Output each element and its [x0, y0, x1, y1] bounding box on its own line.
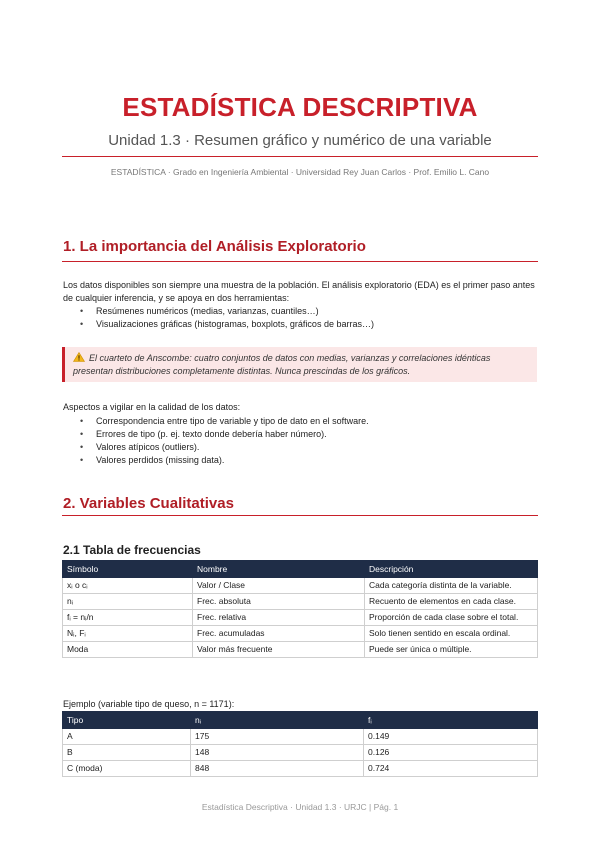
list-item: • Valores atípicos (outliers). — [63, 441, 537, 454]
table-cell: fᵢ = nᵢ/n — [63, 610, 193, 626]
cheese-example-table — [62, 711, 538, 777]
table-row — [63, 626, 538, 642]
table-cell: Valor más frecuente — [193, 642, 365, 658]
table-cell: Proporción de cada clase sobre el total. — [365, 610, 538, 626]
section-2-divider — [62, 515, 538, 516]
section-1-heading: 1. La importancia del Análisis Exploratorio — [63, 238, 366, 255]
example-caption: Ejemplo (variable tipo de queso, n = 1171): — [63, 699, 235, 709]
table-cell: Solo tienen sentido en escala ordinal. — [365, 626, 538, 642]
table-cell: Recuento de elementos en cada clase. — [365, 594, 538, 610]
tools-list — [63, 305, 537, 331]
table-cell: Frec. absoluta — [193, 594, 365, 610]
section-2-heading: 2. Variables Cualitativas — [63, 495, 234, 512]
table-cell: 175 — [191, 729, 364, 745]
subsection-2-1-heading: 2.1 Tabla de frecuencias — [63, 543, 201, 557]
table-cell: A — [63, 729, 191, 745]
callout-text: El cuarteto de Anscombe: cuatro conjuntos de datos con medias, varianzas y correlaciones idénticas presentan distribuciones completamente distintas. Nunca prescindas de los gráficos. — [73, 353, 491, 376]
data-quality-list — [63, 415, 537, 467]
table-cell: Frec. relativa — [193, 610, 365, 626]
data-quality-intro: Aspectos a vigilar en la calidad de los datos: — [63, 402, 241, 412]
table-cell: B — [63, 745, 191, 761]
table-cell: Moda — [63, 642, 193, 658]
data-quality-block — [63, 401, 537, 467]
list-item: • Errores de tipo (p. ej. texto donde debería haber número). — [63, 428, 537, 441]
table-row — [63, 610, 538, 626]
column-header: nᵢ — [191, 712, 364, 729]
table-cell: Frec. acumuladas — [193, 626, 365, 642]
table-cell: 148 — [191, 745, 364, 761]
column-header: fᵢ — [364, 712, 538, 729]
document-subtitle: Unidad 1.3 · Resumen gráfico y numérico de una variable — [108, 132, 492, 149]
table-cell: Cada categoría distinta de la variable. — [365, 578, 538, 594]
table-row — [63, 594, 538, 610]
table-cell: Puede ser única o múltiple. — [365, 642, 538, 658]
table-cell: 0.724 — [364, 761, 538, 777]
table-cell: C (moda) — [63, 761, 191, 777]
column-header: Nombre — [193, 561, 365, 578]
warning-icon — [73, 352, 85, 362]
table-row — [63, 761, 538, 777]
list-item: • Visualizaciones gráficas (histogramas, boxplots, gráficos de barras…) — [63, 318, 537, 331]
page-footer: Estadística Descriptiva · Unidad 1.3 · URJC | Pág. 1 — [201, 802, 399, 812]
column-header: Descripción — [365, 561, 538, 578]
list-item: • Correspondencia entre tipo de variable y tipo de dato en el software. — [63, 415, 537, 428]
table-cell: 0.149 — [364, 729, 538, 745]
table-row — [63, 642, 538, 658]
table-cell: 0.126 — [364, 745, 538, 761]
list-item: • Valores perdidos (missing data). — [63, 454, 537, 467]
table-row — [63, 578, 538, 594]
title-divider — [62, 156, 538, 157]
table-cell: 848 — [191, 761, 364, 777]
table-row — [63, 729, 538, 745]
section-1-intro-block — [63, 279, 537, 331]
section-1-divider — [62, 261, 538, 262]
column-header: Símbolo — [63, 561, 193, 578]
document-title: ESTADÍSTICA DESCRIPTIVA — [122, 92, 478, 122]
section-1-intro: Los datos disponibles son siempre una muestra de la población. El análisis exploratorio (EDA) es el primer paso antes de cualquier inferencia, y se apoya en dos herramientas: — [63, 280, 535, 303]
table-header-row — [63, 561, 538, 578]
table-row — [63, 745, 538, 761]
table-cell: nᵢ — [63, 594, 193, 610]
column-header: Tipo — [63, 712, 191, 729]
frequency-symbols-table — [62, 560, 538, 658]
table-cell: xᵢ o cᵢ — [63, 578, 193, 594]
course-meta: ESTADÍSTICA · Grado en Ingeniería Ambiental · Universidad Rey Juan Carlos · Prof. Emilio L. Cano — [110, 167, 490, 177]
table-header-row — [63, 712, 538, 729]
anscombe-callout — [62, 347, 537, 382]
table-cell: Valor / Clase — [193, 578, 365, 594]
list-item: • Resúmenes numéricos (medias, varianzas, cuantiles…) — [63, 305, 537, 318]
table-cell: Nᵢ, Fᵢ — [63, 626, 193, 642]
